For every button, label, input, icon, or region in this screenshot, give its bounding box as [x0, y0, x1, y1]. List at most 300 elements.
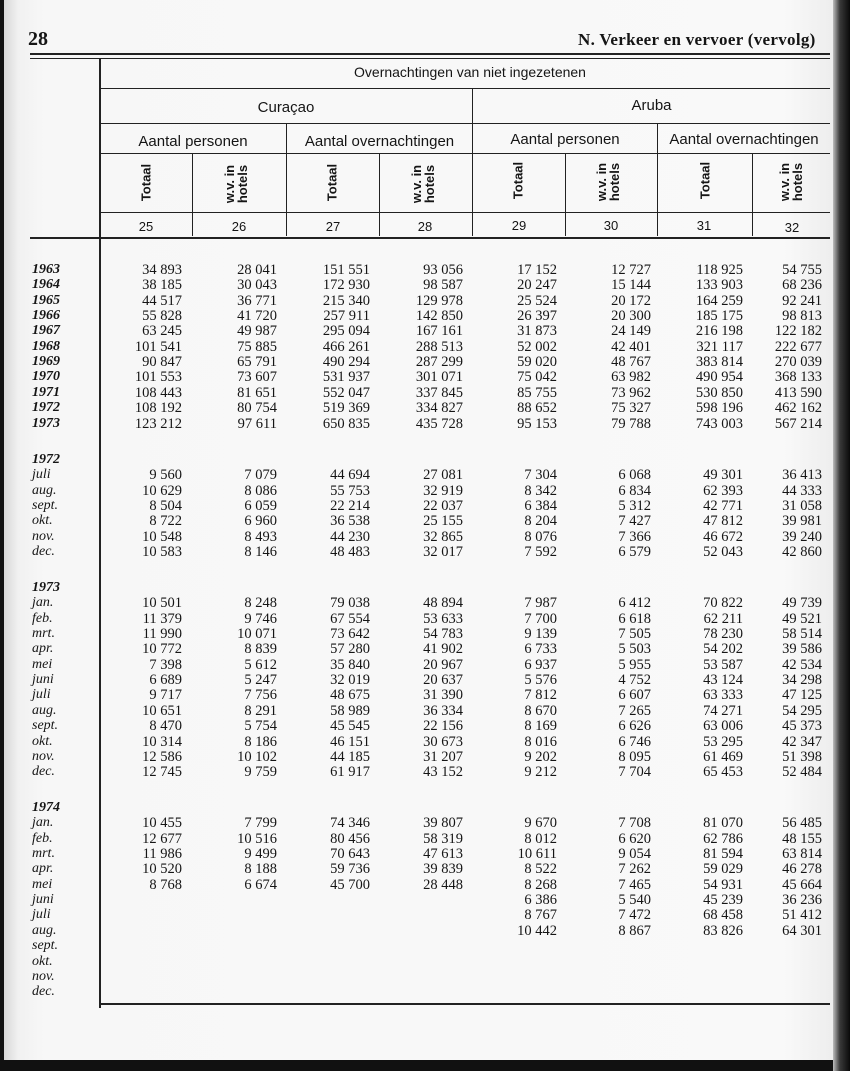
row-label: apr. — [32, 861, 54, 877]
table-cell: 8 522 — [524, 861, 557, 878]
table-cell: 6 746 — [618, 733, 651, 750]
table-cell: 32 919 — [423, 482, 463, 499]
table-cell: 81 070 — [703, 815, 743, 832]
row-label: apr. — [32, 641, 54, 657]
table-cell: 93 056 — [423, 262, 463, 278]
table-cell: 598 196 — [695, 400, 743, 417]
row-label: nov. — [32, 528, 55, 544]
table-cell: 108 192 — [134, 400, 182, 417]
table-cell: 10 516 — [237, 830, 277, 847]
table-cell: 61 917 — [330, 764, 370, 781]
group-header-persons-curacao: Aantal personen — [138, 133, 248, 150]
table-cell: 65 791 — [237, 354, 277, 371]
col-number-32: 32 — [784, 220, 800, 235]
table-cell: 10 520 — [142, 861, 182, 878]
table-cell: 5 576 — [524, 672, 557, 689]
row-label: sept. — [32, 938, 59, 954]
row-label: juni — [32, 672, 54, 688]
table-cell: 45 239 — [703, 892, 743, 909]
row-label: 1963 — [32, 262, 60, 277]
table-cell: 54 755 — [782, 262, 822, 278]
table-cell: 63 814 — [782, 846, 822, 863]
table-cell: 9 054 — [618, 846, 651, 863]
table-cell: 63 245 — [142, 323, 182, 340]
table-cell: 9 202 — [524, 748, 557, 765]
col-number-25: 25 — [138, 219, 154, 234]
table-cell: 101 553 — [134, 369, 182, 386]
table-cell: 10 071 — [237, 626, 277, 643]
table-cell: 164 259 — [695, 292, 743, 309]
table-cell: 6 960 — [244, 513, 277, 530]
table-cell: 30 043 — [237, 277, 277, 294]
table-cell: 98 587 — [423, 277, 463, 294]
row-label: mrt. — [32, 626, 55, 642]
table-cell: 47 613 — [423, 846, 463, 863]
table-cell: 43 152 — [423, 764, 463, 781]
row-label: dec. — [32, 764, 55, 780]
table-cell: 5 955 — [618, 656, 651, 673]
table-cell: 490 954 — [695, 369, 743, 386]
table-cell: 8 867 — [618, 922, 651, 939]
table-cell: 552 047 — [322, 384, 370, 401]
row-label: nov. — [32, 748, 55, 764]
table-cell: 41 902 — [423, 641, 463, 658]
table-cell: 49 987 — [237, 323, 277, 340]
col-number-28: 28 — [417, 219, 433, 234]
col-number-29: 29 — [511, 218, 527, 233]
group-header-nights-aruba: Aantal overnachtingen — [669, 131, 819, 148]
row-label: okt. — [32, 733, 53, 749]
table-cell: 51 412 — [782, 907, 822, 924]
table-cell: 7 304 — [524, 467, 557, 484]
table-cell: 78 230 — [703, 626, 743, 643]
main-header: Overnachtingen van niet ingezetenen — [354, 64, 586, 80]
table-cell: 216 198 — [695, 323, 743, 340]
col-title-totaal-31: Totaal — [697, 161, 713, 200]
table-cell: 11 986 — [142, 846, 182, 863]
table-cell: 39 586 — [782, 641, 822, 658]
table-cell: 12 677 — [142, 830, 182, 847]
group-header-persons-aruba: Aantal personen — [510, 131, 620, 148]
row-label: feb. — [32, 830, 53, 846]
table-cell: 41 720 — [237, 308, 277, 325]
table-cell: 8 268 — [524, 876, 557, 893]
table-cell: 25 524 — [517, 292, 557, 309]
table-cell: 9 139 — [524, 626, 557, 643]
row-label: dec. — [32, 984, 55, 1000]
table-cell: 90 847 — [142, 354, 182, 371]
table-cell: 20 300 — [611, 308, 651, 325]
row-label: 1967 — [32, 323, 60, 339]
table-cell: 6 834 — [618, 482, 651, 499]
table-cell: 15 144 — [611, 277, 651, 294]
row-label: 1966 — [32, 308, 60, 324]
table-cell: 6 579 — [618, 544, 651, 561]
table-cell: 6 618 — [618, 610, 651, 627]
row-label: juli — [32, 467, 51, 483]
row-label: dec. — [32, 544, 55, 560]
table-cell: 321 117 — [696, 338, 743, 355]
table-cell: 81 651 — [237, 384, 277, 401]
page-number: 28 — [28, 28, 48, 50]
table-cell: 123 212 — [134, 415, 182, 432]
table-cell: 10 611 — [517, 846, 557, 863]
row-label: jan. — [32, 815, 54, 831]
col-divider-5 — [565, 153, 566, 236]
table-cell: 9 560 — [149, 467, 182, 484]
table-cell: 92 241 — [782, 292, 822, 309]
table-cell: 64 301 — [782, 922, 822, 939]
table-cell: 81 594 — [703, 846, 743, 863]
table-cell: 62 393 — [703, 482, 743, 499]
table-cell: 5 540 — [618, 892, 651, 909]
table-cell: 12 745 — [142, 764, 182, 781]
table-cell: 49 301 — [703, 467, 743, 484]
table-cell: 462 162 — [774, 400, 822, 417]
table-cell: 36 538 — [330, 513, 370, 530]
section-title: N. Verkeer en vervoer (vervolg) — [578, 30, 816, 49]
table-cell: 88 652 — [517, 400, 557, 417]
table-cell: 8 016 — [524, 733, 557, 750]
table-cell: 7 262 — [618, 861, 651, 878]
table-cell: 7 427 — [618, 513, 651, 530]
table-cell: 31 058 — [782, 498, 822, 515]
table-cell: 7 592 — [524, 544, 557, 561]
table-cell: 28 448 — [423, 876, 463, 893]
table-cell: 7 708 — [618, 815, 651, 832]
table-cell: 42 347 — [782, 733, 822, 750]
table-cell: 172 930 — [322, 277, 370, 294]
table-cell: 8 146 — [244, 544, 277, 561]
table-cell: 11 990 — [142, 626, 182, 643]
table-cell: 63 982 — [611, 369, 651, 386]
table-cell: 46 151 — [330, 733, 370, 750]
table-cell: 54 295 — [782, 702, 822, 719]
table-cell: 57 280 — [330, 641, 370, 658]
table-cell: 301 071 — [415, 369, 463, 386]
table-cell: 45 373 — [782, 718, 822, 735]
table-cell: 48 894 — [423, 595, 463, 612]
table-cell: 26 397 — [517, 308, 557, 325]
table-cell: 39 981 — [782, 513, 822, 530]
table-cell: 74 271 — [703, 702, 743, 719]
table-cell: 6 626 — [618, 718, 651, 735]
table-cell: 142 850 — [415, 308, 463, 325]
table-cell: 4 752 — [618, 672, 651, 689]
table-cell: 7 398 — [149, 656, 182, 673]
table-cell: 75 042 — [517, 369, 557, 386]
table-cell: 51 398 — [782, 748, 822, 765]
table-cell: 8 342 — [524, 482, 557, 499]
table-cell: 8 722 — [149, 513, 182, 530]
table-cell: 32 019 — [330, 672, 370, 689]
table-cell: 466 261 — [322, 338, 370, 355]
table-cell: 83 826 — [703, 922, 743, 939]
section-year-header: 1973 — [32, 580, 60, 595]
col-title-totaal-29: Totaal — [510, 161, 526, 200]
table-cell: 70 822 — [703, 595, 743, 612]
table-cell: 650 835 — [322, 415, 370, 432]
table-cell: 129 978 — [415, 292, 463, 309]
bottom-rule — [99, 1003, 830, 1005]
table-cell: 80 456 — [330, 830, 370, 847]
table-cell: 10 629 — [142, 482, 182, 499]
row-label: juli — [32, 907, 51, 923]
table-cell: 8 291 — [244, 702, 277, 719]
table-cell: 270 039 — [774, 354, 822, 371]
table-cell: 10 583 — [142, 544, 182, 561]
table-cell: 101 541 — [134, 338, 182, 355]
table-cell: 6 937 — [524, 656, 557, 673]
table-cell: 61 469 — [703, 748, 743, 765]
table-cell: 5 612 — [244, 656, 277, 673]
table-cell: 10 651 — [142, 702, 182, 719]
table-cell: 7 799 — [244, 815, 277, 832]
island-header-aruba: Aruba — [631, 97, 672, 114]
table-cell: 7 465 — [618, 876, 651, 893]
table-cell: 8 839 — [244, 641, 277, 658]
table-cell: 44 333 — [782, 482, 822, 499]
table-cell: 10 501 — [142, 595, 182, 612]
table-cell: 73 607 — [237, 369, 277, 386]
table-cell: 122 182 — [774, 323, 822, 340]
table-cell: 36 334 — [423, 702, 463, 719]
col-divider-1 — [192, 153, 193, 236]
table-cell: 287 299 — [415, 354, 463, 371]
table-cell: 8 095 — [618, 748, 651, 765]
table-cell: 133 903 — [695, 277, 743, 294]
table-cell: 8 670 — [524, 702, 557, 719]
table-cell: 39 839 — [423, 861, 463, 878]
table-cell: 65 453 — [703, 764, 743, 781]
row-label: okt. — [32, 953, 53, 969]
table-cell: 46 278 — [782, 861, 822, 878]
table-cell: 73 642 — [330, 626, 370, 643]
table-cell: 55 828 — [142, 308, 182, 325]
table-cell: 44 185 — [330, 748, 370, 765]
table-cell: 20 967 — [423, 656, 463, 673]
table-cell: 8 470 — [149, 718, 182, 735]
table-cell: 67 554 — [330, 610, 370, 627]
table-cell: 56 485 — [782, 815, 822, 832]
table-cell: 185 175 — [695, 308, 743, 325]
table-cell: 27 081 — [423, 467, 463, 484]
section-year-header: 1974 — [32, 800, 60, 815]
table-cell: 8 204 — [524, 513, 557, 530]
table-cell: 25 155 — [423, 513, 463, 530]
table-cell: 70 643 — [330, 846, 370, 863]
table-cell: 48 675 — [330, 687, 370, 704]
row-label: aug. — [32, 922, 57, 938]
row-label: mei — [32, 656, 53, 672]
table-cell: 54 783 — [423, 626, 463, 643]
table-cell: 490 294 — [322, 354, 370, 371]
table-cell: 8 086 — [244, 482, 277, 499]
table-cell: 74 346 — [330, 815, 370, 832]
table-cell: 22 214 — [330, 498, 370, 515]
table-cell: 9 746 — [244, 610, 277, 627]
table-cell: 10 772 — [142, 641, 182, 658]
table-cell: 9 499 — [244, 846, 277, 863]
table-cell: 45 545 — [330, 718, 370, 735]
rule-under-column-titles — [99, 212, 830, 213]
table-cell: 215 340 — [322, 292, 370, 309]
table-cell: 257 911 — [323, 308, 370, 325]
top-rule — [30, 53, 830, 55]
table-cell: 75 327 — [611, 400, 651, 417]
col-title-wv-hotels-26: w.v. in hotels — [222, 164, 250, 204]
table-cell: 8 188 — [244, 861, 277, 878]
table-cell: 6 059 — [244, 498, 277, 515]
table-cell: 49 521 — [782, 610, 822, 627]
col-title-totaal-25: Totaal — [138, 163, 154, 202]
table-cell: 6 386 — [524, 892, 557, 909]
table-cell: 55 753 — [330, 482, 370, 499]
table-cell: 8 076 — [524, 528, 557, 545]
table-cell: 58 514 — [782, 626, 822, 643]
table-cell: 63 006 — [703, 718, 743, 735]
table-cell: 28 041 — [237, 262, 277, 278]
table-cell: 12 586 — [142, 748, 182, 765]
col-number-27: 27 — [325, 219, 341, 234]
table-cell: 44 517 — [142, 292, 182, 309]
row-label: 1972 — [32, 400, 60, 416]
table-cell: 12 727 — [611, 262, 651, 278]
table-cell: 6 412 — [618, 595, 651, 612]
col-divider-7 — [752, 153, 753, 236]
table-cell: 167 161 — [415, 323, 463, 340]
row-label: nov. — [32, 968, 55, 984]
table-cell: 383 814 — [695, 354, 743, 371]
table-cell: 10 102 — [237, 748, 277, 765]
table-cell: 85 755 — [517, 384, 557, 401]
table-cell: 530 850 — [695, 384, 743, 401]
table-cell: 337 845 — [415, 384, 463, 401]
table-cell: 9 717 — [149, 687, 182, 704]
table-cell: 6 620 — [618, 830, 651, 847]
table-cell: 151 551 — [322, 262, 370, 278]
top-rule-thin — [30, 58, 830, 59]
group-header-nights-curacao: Aantal overnachtingen — [304, 133, 455, 150]
row-label: 1965 — [32, 292, 60, 308]
row-label: aug. — [32, 702, 57, 718]
table-cell: 5 503 — [618, 641, 651, 658]
table-cell: 567 214 — [774, 415, 822, 432]
table-cell: 31 390 — [423, 687, 463, 704]
table-cell: 39 240 — [782, 528, 822, 545]
table-cell: 42 534 — [782, 656, 822, 673]
table-cell: 22 156 — [423, 718, 463, 735]
table-cell: 39 807 — [423, 815, 463, 832]
table-cell: 8 169 — [524, 718, 557, 735]
table-cell: 8 493 — [244, 528, 277, 545]
table-cell: 36 771 — [237, 292, 277, 309]
table-cell: 7 265 — [618, 702, 651, 719]
table-cell: 47 812 — [703, 513, 743, 530]
table-cell: 8 186 — [244, 733, 277, 750]
table-cell: 7 812 — [524, 687, 557, 704]
row-label: sept. — [32, 718, 59, 734]
table-cell: 6 607 — [618, 687, 651, 704]
table-cell: 53 587 — [703, 656, 743, 673]
row-label: okt. — [32, 513, 53, 529]
table-cell: 43 124 — [703, 672, 743, 689]
table-cell: 48 767 — [611, 354, 651, 371]
table-cell: 31 873 — [517, 323, 557, 340]
table-cell: 97 611 — [237, 415, 277, 432]
table-cell: 6 689 — [149, 672, 182, 689]
row-label: 1971 — [32, 384, 60, 400]
table-cell: 75 885 — [237, 338, 277, 355]
table-cell: 295 094 — [322, 323, 370, 340]
table-cell: 95 153 — [517, 415, 557, 432]
table-cell: 45 700 — [330, 876, 370, 893]
table-cell: 7 505 — [618, 626, 651, 643]
table-cell: 7 756 — [244, 687, 277, 704]
table-cell: 6 733 — [524, 641, 557, 658]
table-cell: 59 736 — [330, 861, 370, 878]
row-label: juli — [32, 687, 51, 703]
table-cell: 68 236 — [782, 277, 822, 294]
table-cell: 80 754 — [237, 400, 277, 417]
table-cell: 7 700 — [524, 610, 557, 627]
table-cell: 7 366 — [618, 528, 651, 545]
row-label: 1964 — [32, 277, 60, 293]
table-cell: 52 002 — [517, 338, 557, 355]
table-cell: 58 989 — [330, 702, 370, 719]
row-label: sept. — [32, 498, 59, 514]
table-cell: 49 739 — [782, 595, 822, 612]
table-cell: 68 458 — [703, 907, 743, 924]
table-cell: 34 298 — [782, 672, 822, 689]
rule-under-groups — [99, 153, 830, 154]
table-cell: 44 694 — [330, 467, 370, 484]
col-number-26: 26 — [231, 219, 247, 234]
col-title-wv-hotels-28: w.v. in hotels — [409, 164, 437, 204]
table-cell: 8 767 — [524, 907, 557, 924]
table-cell: 44 230 — [330, 528, 370, 545]
row-label: 1973 — [32, 415, 60, 431]
table-cell: 7 472 — [618, 907, 651, 924]
table-cell: 6 674 — [244, 876, 277, 893]
row-label: jan. — [32, 595, 54, 611]
row-label: aug. — [32, 482, 57, 498]
table-cell: 22 037 — [423, 498, 463, 515]
book-edge — [833, 0, 850, 1071]
table-cell: 79 038 — [330, 595, 370, 612]
table-cell: 10 442 — [517, 922, 557, 939]
row-label: mrt. — [32, 846, 55, 862]
table-cell: 54 931 — [703, 876, 743, 893]
table-cell: 38 185 — [142, 277, 182, 294]
table-cell: 9 670 — [524, 815, 557, 832]
table-cell: 118 925 — [696, 262, 743, 278]
table-cell: 20 172 — [611, 292, 651, 309]
table-cell: 53 295 — [703, 733, 743, 750]
table-cell: 63 333 — [703, 687, 743, 704]
table-cell: 10 455 — [142, 815, 182, 832]
table-cell: 32 865 — [423, 528, 463, 545]
table-cell: 45 664 — [782, 876, 822, 893]
table-cell: 32 017 — [423, 544, 463, 561]
table-cell: 7 987 — [524, 595, 557, 612]
table-cell: 9 759 — [244, 764, 277, 781]
row-label: 1969 — [32, 354, 60, 370]
table-cell: 59 020 — [517, 354, 557, 371]
section-year-header: 1972 — [32, 452, 60, 467]
table-cell: 58 319 — [423, 830, 463, 847]
table-cell: 35 840 — [330, 656, 370, 673]
